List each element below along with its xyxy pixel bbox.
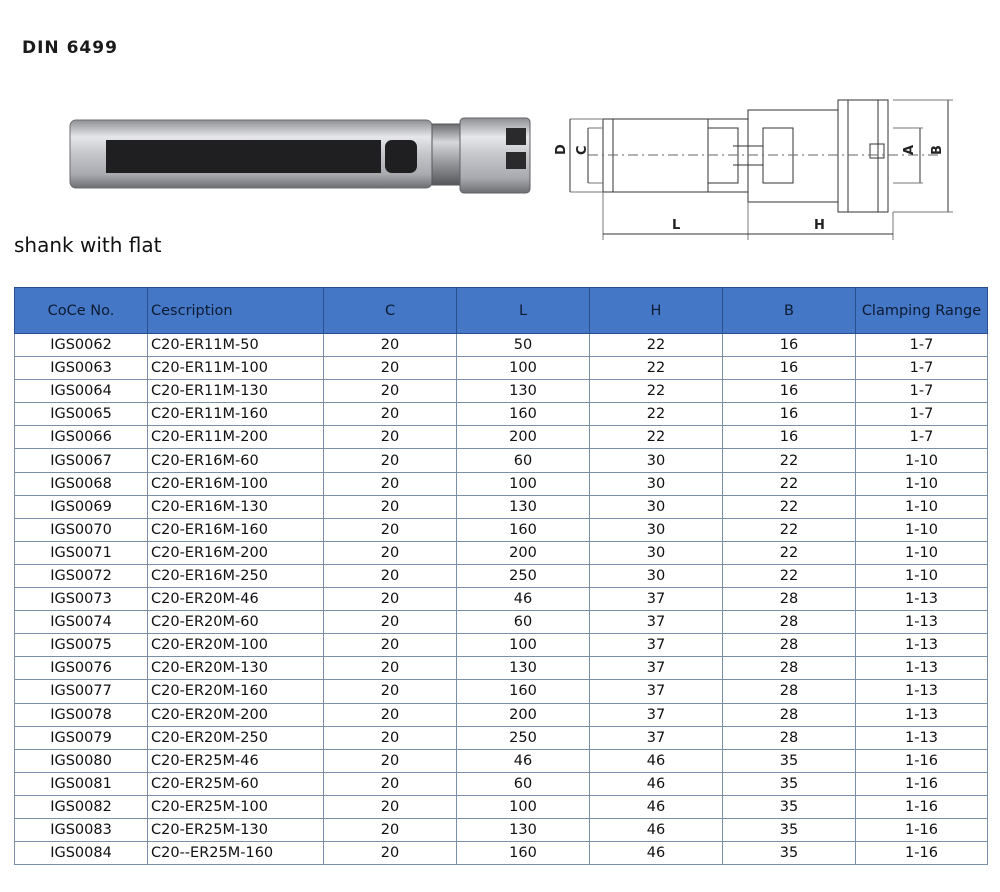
- table-header-row: [15, 288, 988, 334]
- col-c-cell: 20: [324, 334, 457, 357]
- col-b-cell: 35: [723, 795, 856, 818]
- col-c-cell: 20: [324, 657, 457, 680]
- col-l-cell: 130: [457, 657, 590, 680]
- col-description-cell: C20-ER20M-160: [148, 680, 324, 703]
- col-c-cell: 20: [324, 611, 457, 634]
- table-row: [15, 680, 988, 703]
- col-code-cell: IGS0066: [15, 426, 148, 449]
- col-description-cell: C20-ER11M-50: [148, 334, 324, 357]
- col-h-cell: 46: [590, 749, 723, 772]
- col-h-header: H: [590, 288, 723, 334]
- col-description-cell: C20-ER20M-60: [148, 611, 324, 634]
- table-row: [15, 334, 988, 357]
- col-l-cell: 160: [457, 842, 590, 865]
- product-photo: [62, 104, 532, 194]
- table-body: [15, 334, 988, 865]
- col-clamping-range-cell: 1-7: [856, 380, 988, 403]
- col-code-cell: IGS0070: [15, 518, 148, 541]
- col-h-cell: 22: [590, 357, 723, 380]
- col-c-cell: 20: [324, 680, 457, 703]
- col-description-cell: C20-ER11M-160: [148, 403, 324, 426]
- col-description-cell: C20-ER25M-100: [148, 795, 324, 818]
- col-h-cell: 46: [590, 772, 723, 795]
- col-b-cell: 28: [723, 726, 856, 749]
- table-row: [15, 426, 988, 449]
- col-code-header: CoCe No.: [15, 288, 148, 334]
- col-clamping-range-cell: 1-10: [856, 564, 988, 587]
- col-h-cell: 37: [590, 680, 723, 703]
- col-code-cell: IGS0071: [15, 541, 148, 564]
- table-row: [15, 772, 988, 795]
- col-description-cell: C20-ER20M-250: [148, 726, 324, 749]
- col-h-cell: 37: [590, 588, 723, 611]
- col-h-cell: 46: [590, 842, 723, 865]
- col-l-cell: 200: [457, 703, 590, 726]
- col-b-cell: 22: [723, 472, 856, 495]
- col-code-cell: IGS0067: [15, 449, 148, 472]
- col-code-cell: IGS0068: [15, 472, 148, 495]
- col-code-cell: IGS0062: [15, 334, 148, 357]
- col-code-cell: IGS0084: [15, 842, 148, 865]
- label-b: B: [930, 145, 945, 155]
- table-row: [15, 564, 988, 587]
- col-c-cell: 20: [324, 495, 457, 518]
- col-description-cell: C20-ER16M-60: [148, 449, 324, 472]
- col-c-cell: 20: [324, 541, 457, 564]
- col-code-cell: IGS0076: [15, 657, 148, 680]
- table-row: [15, 357, 988, 380]
- col-description-header: Cescription: [148, 288, 324, 334]
- col-l-cell: 100: [457, 472, 590, 495]
- label-a: A: [902, 144, 917, 155]
- col-code-cell: IGS0078: [15, 703, 148, 726]
- col-c-cell: 20: [324, 842, 457, 865]
- col-code-cell: IGS0075: [15, 634, 148, 657]
- col-l-cell: 130: [457, 495, 590, 518]
- col-l-cell: 60: [457, 449, 590, 472]
- col-code-cell: IGS0064: [15, 380, 148, 403]
- col-code-cell: IGS0065: [15, 403, 148, 426]
- col-clamping-range-cell: 1-13: [856, 611, 988, 634]
- col-description-cell: C20-ER20M-46: [148, 588, 324, 611]
- col-b-cell: 28: [723, 657, 856, 680]
- table-row: [15, 749, 988, 772]
- col-c-cell: 20: [324, 634, 457, 657]
- table-row: [15, 703, 988, 726]
- col-clamping-range-cell: 1-7: [856, 403, 988, 426]
- col-clamping-range-cell: 1-16: [856, 818, 988, 841]
- label-h: H: [814, 218, 825, 233]
- col-h-cell: 22: [590, 334, 723, 357]
- col-h-cell: 37: [590, 726, 723, 749]
- col-c-cell: 20: [324, 564, 457, 587]
- table-row: [15, 449, 988, 472]
- col-code-cell: IGS0077: [15, 680, 148, 703]
- col-clamping-range-cell: 1-10: [856, 495, 988, 518]
- col-l-cell: 100: [457, 357, 590, 380]
- col-c-cell: 20: [324, 357, 457, 380]
- col-clamping-range-cell: 1-7: [856, 426, 988, 449]
- col-b-cell: 16: [723, 403, 856, 426]
- col-c-cell: 20: [324, 518, 457, 541]
- col-b-cell: 22: [723, 449, 856, 472]
- col-description-cell: C20-ER25M-60: [148, 772, 324, 795]
- table-row: [15, 842, 988, 865]
- col-h-cell: 37: [590, 657, 723, 680]
- col-h-cell: 37: [590, 703, 723, 726]
- table-row: [15, 518, 988, 541]
- col-code-cell: IGS0063: [15, 357, 148, 380]
- col-clamping-range-cell: 1-16: [856, 772, 988, 795]
- col-clamping-range-cell: 1-16: [856, 749, 988, 772]
- col-b-cell: 28: [723, 703, 856, 726]
- col-code-cell: IGS0083: [15, 818, 148, 841]
- col-c-cell: 20: [324, 403, 457, 426]
- col-l-cell: 60: [457, 611, 590, 634]
- col-description-cell: C20-ER25M-130: [148, 818, 324, 841]
- col-description-cell: C20-ER20M-100: [148, 634, 324, 657]
- table-row: [15, 634, 988, 657]
- col-description-cell: C20-ER11M-200: [148, 426, 324, 449]
- col-c-cell: 20: [324, 426, 457, 449]
- table-row: [15, 472, 988, 495]
- label-d: D: [554, 144, 569, 155]
- table-row: [15, 657, 988, 680]
- col-h-cell: 30: [590, 495, 723, 518]
- col-b-cell: 16: [723, 334, 856, 357]
- col-b-cell: 16: [723, 426, 856, 449]
- col-l-cell: 200: [457, 426, 590, 449]
- col-l-cell: 46: [457, 588, 590, 611]
- col-h-cell: 37: [590, 634, 723, 657]
- col-h-cell: 22: [590, 403, 723, 426]
- col-b-cell: 22: [723, 541, 856, 564]
- table-row: [15, 588, 988, 611]
- col-clamping-range-cell: 1-10: [856, 518, 988, 541]
- col-b-cell: 16: [723, 380, 856, 403]
- col-code-cell: IGS0069: [15, 495, 148, 518]
- col-l-cell: 50: [457, 334, 590, 357]
- col-b-cell: 35: [723, 842, 856, 865]
- col-clamping-range-cell: 1-7: [856, 334, 988, 357]
- page-title: DIN 6499: [22, 38, 118, 58]
- col-description-cell: C20-ER20M-200: [148, 703, 324, 726]
- table-row: [15, 495, 988, 518]
- col-description-cell: C20-ER16M-200: [148, 541, 324, 564]
- col-clamping-range-cell: 1-10: [856, 472, 988, 495]
- col-h-cell: 37: [590, 611, 723, 634]
- col-c-cell: 20: [324, 703, 457, 726]
- col-l-cell: 100: [457, 795, 590, 818]
- col-b-cell: 28: [723, 611, 856, 634]
- col-description-cell: C20-ER16M-130: [148, 495, 324, 518]
- col-b-cell: 28: [723, 634, 856, 657]
- col-code-cell: IGS0079: [15, 726, 148, 749]
- col-h-cell: 30: [590, 472, 723, 495]
- col-l-cell: 60: [457, 772, 590, 795]
- col-b-cell: 28: [723, 588, 856, 611]
- col-l-cell: 100: [457, 634, 590, 657]
- col-description-cell: C20-ER25M-46: [148, 749, 324, 772]
- col-description-cell: C20-ER20M-130: [148, 657, 324, 680]
- col-b-header: B: [723, 288, 856, 334]
- col-b-cell: 35: [723, 772, 856, 795]
- subtitle: shank with flat: [14, 233, 162, 257]
- label-c: C: [575, 145, 590, 155]
- col-b-cell: 35: [723, 749, 856, 772]
- col-c-cell: 20: [324, 795, 457, 818]
- col-clamping-range-cell: 1-13: [856, 703, 988, 726]
- col-clamping-range-header: Clamping Range: [856, 288, 988, 334]
- col-l-cell: 160: [457, 518, 590, 541]
- col-l-cell: 250: [457, 726, 590, 749]
- col-c-cell: 20: [324, 772, 457, 795]
- col-h-cell: 30: [590, 449, 723, 472]
- technical-drawing: [548, 88, 968, 243]
- col-code-cell: IGS0081: [15, 772, 148, 795]
- col-b-cell: 28: [723, 680, 856, 703]
- col-c-header: C: [324, 288, 457, 334]
- col-b-cell: 22: [723, 495, 856, 518]
- col-c-cell: 20: [324, 588, 457, 611]
- col-h-cell: 30: [590, 541, 723, 564]
- col-c-cell: 20: [324, 749, 457, 772]
- table-row: [15, 541, 988, 564]
- col-code-cell: IGS0082: [15, 795, 148, 818]
- table-row: [15, 611, 988, 634]
- spec-table: [14, 287, 988, 865]
- col-h-cell: 22: [590, 426, 723, 449]
- col-l-cell: 46: [457, 749, 590, 772]
- table-row: [15, 403, 988, 426]
- col-clamping-range-cell: 1-13: [856, 657, 988, 680]
- col-h-cell: 22: [590, 380, 723, 403]
- col-clamping-range-cell: 1-7: [856, 357, 988, 380]
- col-l-header: L: [457, 288, 590, 334]
- col-clamping-range-cell: 1-10: [856, 449, 988, 472]
- col-b-cell: 22: [723, 564, 856, 587]
- col-description-cell: C20-ER11M-100: [148, 357, 324, 380]
- col-c-cell: 20: [324, 380, 457, 403]
- col-b-cell: 35: [723, 818, 856, 841]
- table-row: [15, 795, 988, 818]
- table-row: [15, 726, 988, 749]
- col-description-cell: C20-ER16M-100: [148, 472, 324, 495]
- col-c-cell: 20: [324, 449, 457, 472]
- col-clamping-range-cell: 1-13: [856, 726, 988, 749]
- table-row: [15, 818, 988, 841]
- col-c-cell: 20: [324, 726, 457, 749]
- col-description-cell: C20--ER25M-160: [148, 842, 324, 865]
- col-clamping-range-cell: 1-13: [856, 680, 988, 703]
- label-l: L: [672, 218, 681, 233]
- col-description-cell: C20-ER16M-250: [148, 564, 324, 587]
- col-code-cell: IGS0074: [15, 611, 148, 634]
- col-clamping-range-cell: 1-16: [856, 795, 988, 818]
- col-l-cell: 160: [457, 403, 590, 426]
- col-l-cell: 250: [457, 564, 590, 587]
- col-b-cell: 16: [723, 357, 856, 380]
- col-clamping-range-cell: 1-13: [856, 588, 988, 611]
- col-l-cell: 130: [457, 380, 590, 403]
- col-h-cell: 30: [590, 518, 723, 541]
- col-code-cell: IGS0072: [15, 564, 148, 587]
- col-description-cell: C20-ER16M-160: [148, 518, 324, 541]
- col-clamping-range-cell: 1-16: [856, 842, 988, 865]
- col-code-cell: IGS0073: [15, 588, 148, 611]
- col-l-cell: 130: [457, 818, 590, 841]
- table-row: [15, 380, 988, 403]
- col-clamping-range-cell: 1-10: [856, 541, 988, 564]
- col-h-cell: 46: [590, 795, 723, 818]
- col-c-cell: 20: [324, 472, 457, 495]
- col-l-cell: 160: [457, 680, 590, 703]
- col-h-cell: 46: [590, 818, 723, 841]
- col-code-cell: IGS0080: [15, 749, 148, 772]
- col-c-cell: 20: [324, 818, 457, 841]
- col-b-cell: 22: [723, 518, 856, 541]
- col-h-cell: 30: [590, 564, 723, 587]
- col-l-cell: 200: [457, 541, 590, 564]
- col-clamping-range-cell: 1-13: [856, 634, 988, 657]
- col-description-cell: C20-ER11M-130: [148, 380, 324, 403]
